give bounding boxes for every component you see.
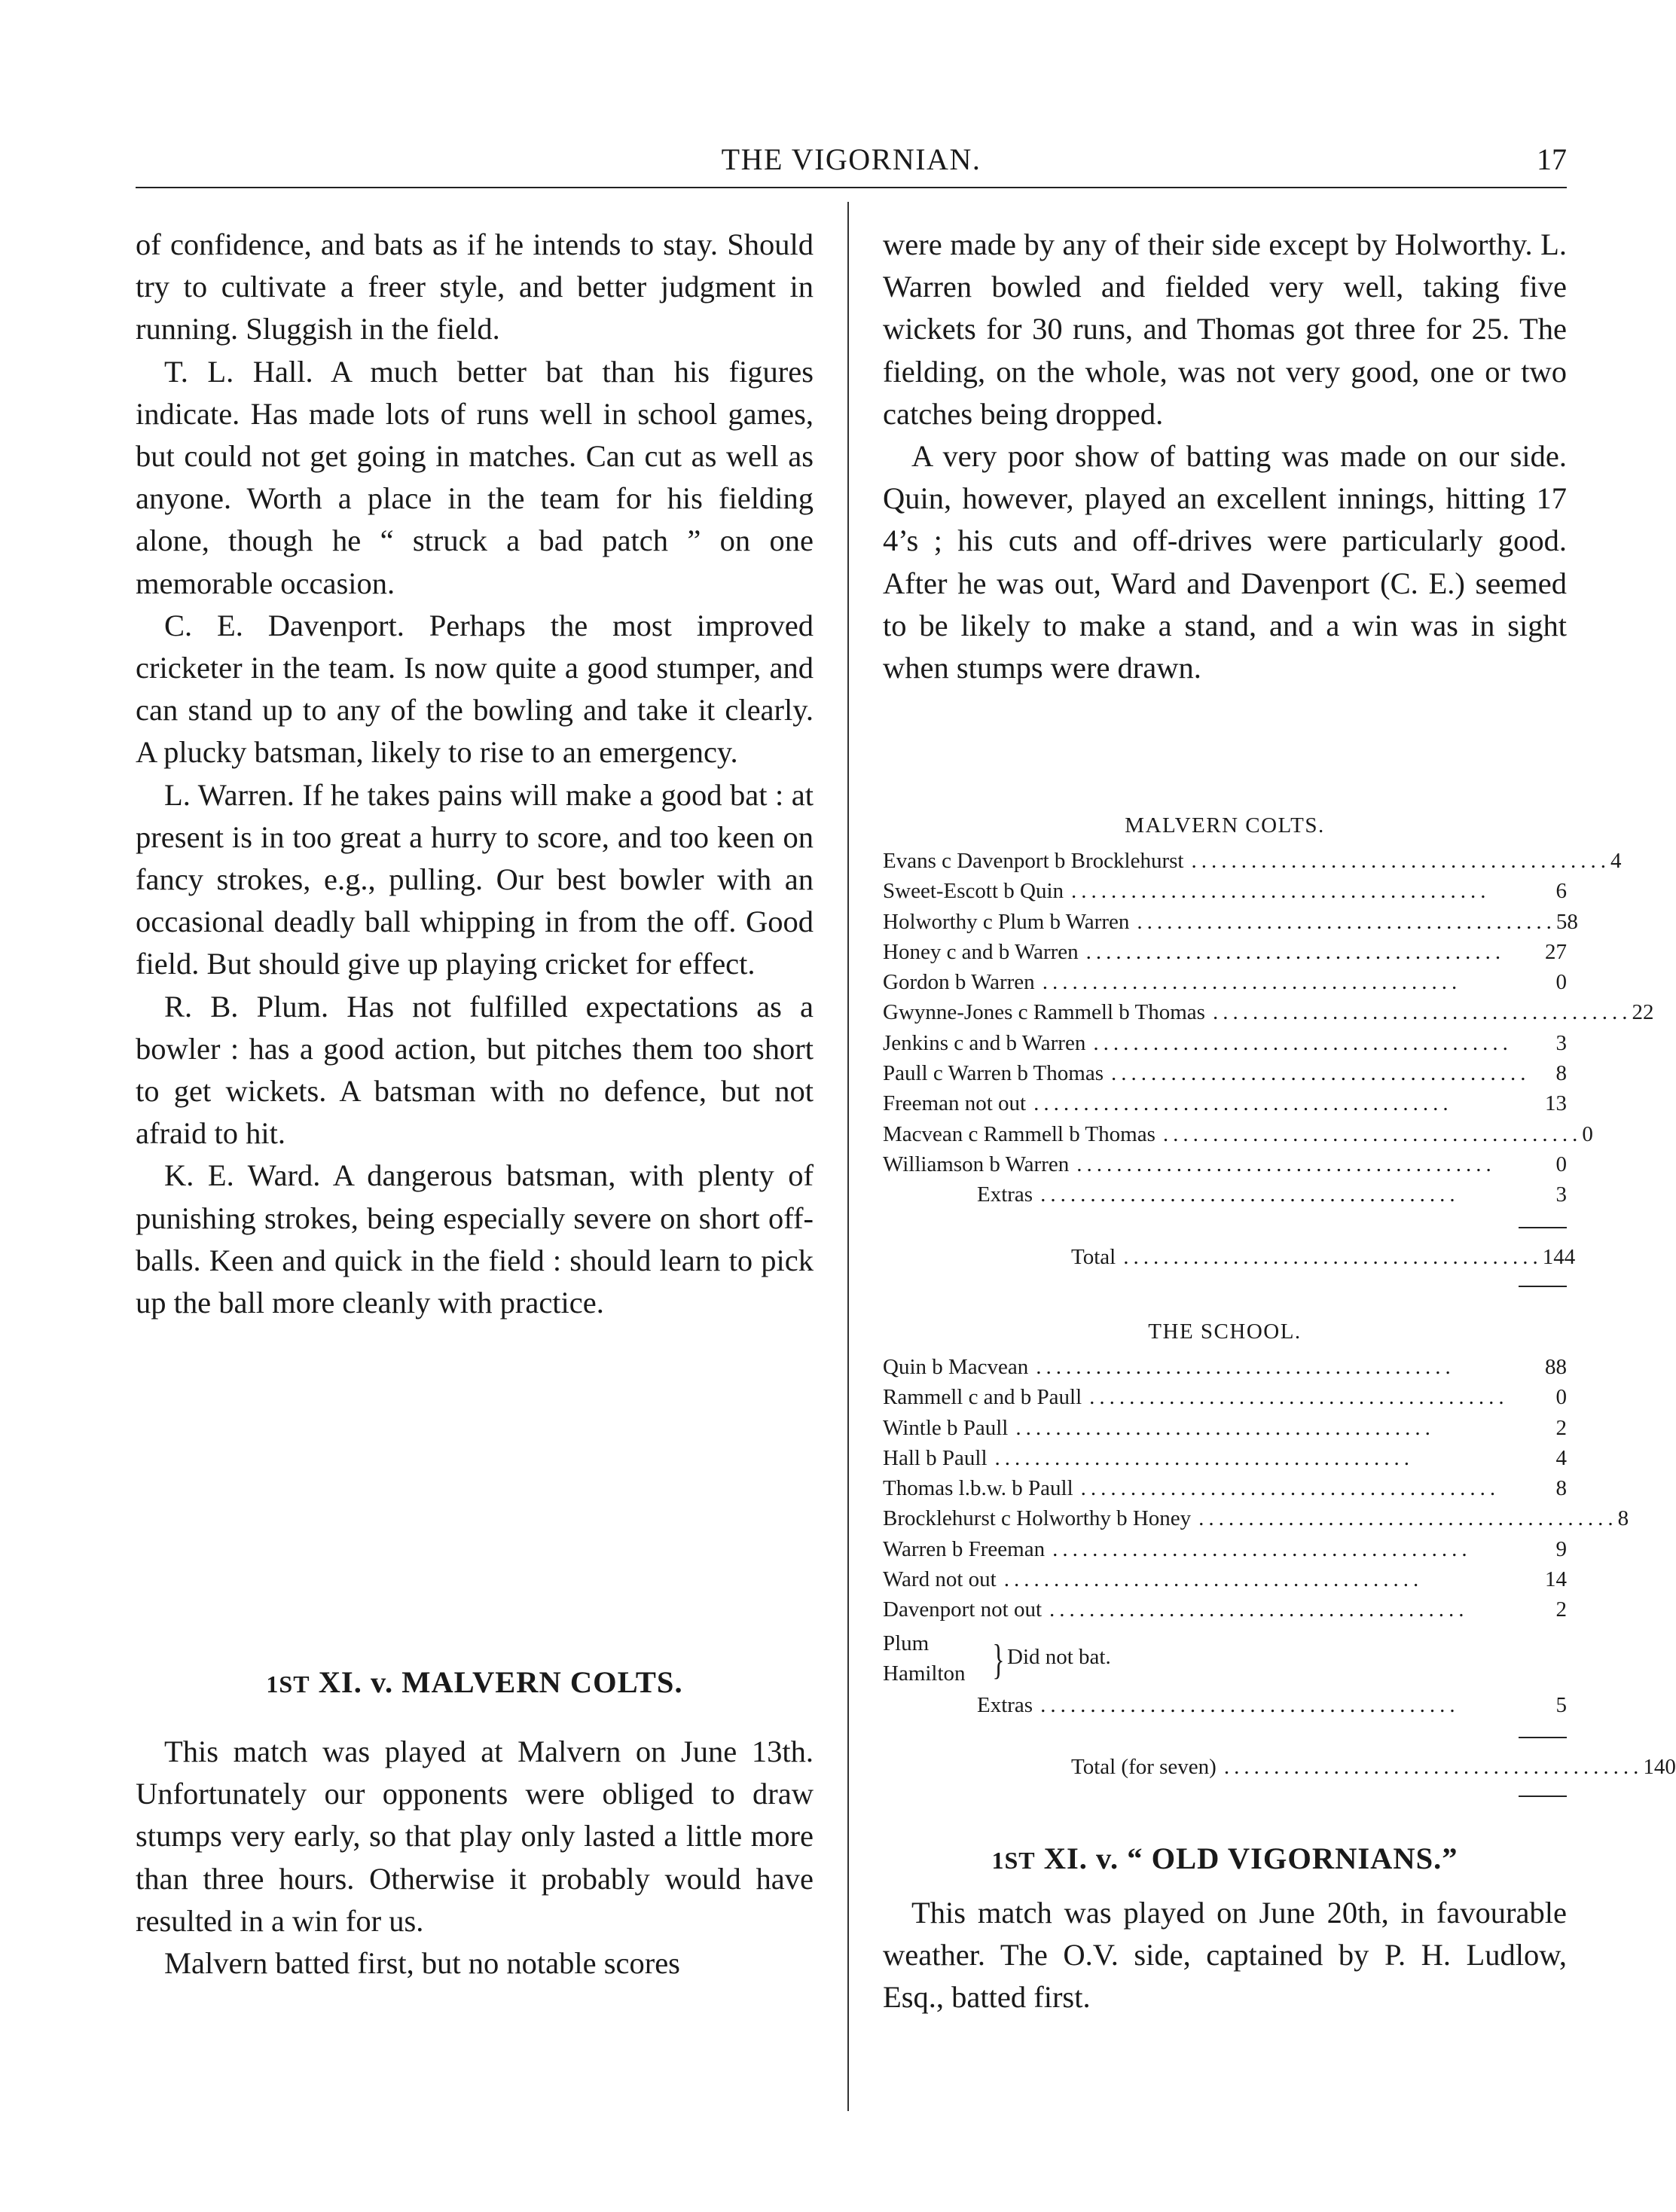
batsman-dismissal: Evans c Davenport b Brocklehurst (883, 849, 1184, 873)
paragraph: R. B. Plum. Has not fulfilled expectations as a bowler : has a good action, but pitches them too short to get wickets. A batsman with no defence, but not afraid to hit. (136, 989, 814, 1151)
batsman-dismissal: Gordon b Warren (883, 970, 1035, 995)
batsman-dismissal: Jenkins c and b Warren (883, 1030, 1086, 1055)
batsman-runs: 6 (1555, 879, 1567, 904)
batsman-runs: 14 (1545, 1567, 1567, 1592)
batsman-row: Sweet-Escott b Quin .......................................... 6 (883, 879, 1567, 904)
column-divider (847, 202, 849, 2111)
batsman-dismissal: Ward not out (883, 1567, 997, 1592)
total-row: Total .......................................... 144 (883, 1245, 1567, 1275)
scorecard-rows (883, 1355, 1629, 1723)
batsman-row: Paull c Warren b Thomas .......................................... 8 (883, 1061, 1567, 1086)
batsman-runs: 4 (1555, 1445, 1567, 1470)
batsman-row: Gordon b Warren .......................................... 0 (883, 970, 1567, 995)
batsman-dismissal: Hall b Paull (883, 1445, 988, 1470)
batsman-row: Wintle b Paull .......................................... 2 (883, 1415, 1567, 1440)
extras-label: Extras (977, 1692, 1033, 1717)
sum-rule (1519, 1737, 1567, 1738)
batsman-dismissal: Williamson b Warren (883, 1152, 1070, 1176)
brace-icon: } (992, 1636, 1005, 1683)
section-heading-old-vigornians (883, 1841, 1567, 1876)
heading-text: XI. v. MALVERN COLTS. (318, 1665, 683, 1699)
batsman-dismissal: Freeman not out (883, 1091, 1027, 1116)
paragraph: A very poor show of batting was made on our side. Quin, however, played an excellent innings, hitting 17 4’s ; his cuts and off-drives were particularly good. After he was out, Ward and Davenport (C. E.) seemed to be likely to make a stand, and a win was in sight when stumps were drawn. (883, 439, 1567, 685)
running-head (136, 142, 1567, 187)
old-vigornians-match-report (883, 1892, 1567, 2019)
did-not-bat-label: Did not bat. (1007, 1644, 1111, 1669)
batsman-dismissal: Paull c Warren b Thomas (883, 1061, 1104, 1086)
batsman-runs: 13 (1545, 1091, 1567, 1116)
paragraph: L. Warren. If he takes pains will make a good bat : at present is in too great a hurry to score, and too keen on fancy strokes, e.g., pulling. Our best bowler with an occasional deadly ball whipping in from the off. Good field. But should give up playing cricket for effect. (136, 777, 814, 981)
paragraph: were made by any of their side except by Holworthy. L. Warren bowled and fielded very well, taking five wickets for 30 runs, and Thomas got three for 25. The fielding, on the whole, was not very good, one or two catches being dropped. (883, 227, 1567, 431)
paragraph: This match was played on June 20th, in favourable weather. The O.V. side, captained by P. H. Ludlow, Esq., batted first. (883, 1896, 1567, 2015)
extras-row: Extras .......................................... 5 (883, 1693, 1567, 1723)
extras-runs: 3 (1555, 1182, 1567, 1207)
batsman-dismissal: Honey c and b Warren (883, 939, 1079, 964)
total-label: Total (1071, 1244, 1116, 1269)
batsman-runs: 0 (1582, 1121, 1593, 1146)
batsman-runs: 8 (1555, 1476, 1567, 1501)
batsman-dismissal: Holworthy c Plum b Warren (883, 909, 1130, 934)
batsman-runs: 0 (1555, 1385, 1567, 1410)
sum-rule (1519, 1227, 1567, 1228)
batsman-runs: 88 (1545, 1355, 1567, 1379)
batsman-row: Brocklehurst c Holworthy b Honey .......................................... 8 (883, 1506, 1629, 1531)
total-row: Total (for seven) .......................................... 140 (883, 1755, 1567, 1785)
batsman-runs: 8 (1617, 1506, 1629, 1531)
batsman-runs: 27 (1545, 939, 1567, 964)
batsman-runs: 0 (1555, 970, 1567, 995)
batsman-row: Thomas l.b.w. b Paull .......................................... 8 (883, 1476, 1567, 1501)
batsman-row: Rammell c and b Paull .......................................... 0 (883, 1385, 1567, 1410)
batsman-row: Jenkins c and b Warren .......................................... 3 (883, 1030, 1567, 1055)
batsman-dismissal: Wintle b Paull (883, 1415, 1009, 1440)
batsman-row: Holworthy c Plum b Warren .......................................... 58 (883, 909, 1578, 934)
batsman-row: Gwynne-Jones c Rammell b Thomas .......................................... 22 (883, 1000, 1654, 1025)
batsman-row: Freeman not out .......................................... 13 (883, 1091, 1567, 1116)
batsman-runs: 0 (1555, 1152, 1567, 1176)
paragraph: C. E. Davenport. Perhaps the most improved cricketer in the team. Is now quite a good stumper, and can stand up to any of the bowling and take it clearly. A plucky batsman, likely to rise to an emergency. (136, 608, 814, 770)
section-heading-malvern (136, 1664, 814, 1700)
batsman-runs: 2 (1555, 1415, 1567, 1440)
paragraph: This match was played at Malvern on June 13th. Unfortunately our opponents were obliged to draw stumps very early, so that play only lasted a little more than three hours. Otherwise it probably would have resulted in a win for us. (136, 1735, 814, 1938)
school-scorecard (883, 1320, 1676, 1785)
extras-label: Extras (977, 1182, 1033, 1207)
batsman-row: Quin b Macvean .......................................... 88 (883, 1355, 1567, 1379)
heading-ordinal: 1ST (991, 1847, 1036, 1874)
batsman-dismissal: Davenport not out (883, 1597, 1043, 1622)
paragraph: of confidence, and bats as if he intends to stay. Should try to cultivate a freer style, and better judgment in running. Sluggish in the field. (136, 227, 814, 346)
batsman-row: Macvean c Rammell b Thomas .......................................... 0 (883, 1121, 1593, 1146)
total-label: Total (for seven) (1071, 1754, 1217, 1779)
did-not-bat-name: Hamilton (883, 1661, 966, 1686)
journal-title: THE VIGORNIAN. (721, 142, 981, 176)
did-not-bat-names (883, 1628, 1567, 1689)
batsman-dismissal: Brocklehurst c Holworthy b Honey (883, 1506, 1192, 1531)
paragraph: K. E. Ward. A dangerous batsman, with plenty of punishing strokes, being especially severe on short off-balls. Keen and quick in the field : should learn to pick up the ball more cleanly with practice. (136, 1158, 814, 1320)
batsman-dismissal: Rammell c and b Paull (883, 1385, 1082, 1410)
batsman-dismissal: Macvean c Rammell b Thomas (883, 1121, 1155, 1146)
total-runs: 144 (1542, 1244, 1576, 1269)
header-rule (136, 187, 1567, 188)
batsman-dismissal: Thomas l.b.w. b Paull (883, 1476, 1073, 1501)
batsman-row: Warren b Freeman .......................................... 9 (883, 1536, 1567, 1561)
heading-ordinal: 1ST (266, 1670, 310, 1698)
batsman-row: Honey c and b Warren .......................................... 27 (883, 939, 1567, 964)
malvern-match-report (136, 1731, 814, 1985)
batsman-row: Hall b Paull .......................................... 4 (883, 1445, 1567, 1470)
heading-text: XI. v. “ OLD VIGORNIANS.” (1043, 1841, 1458, 1875)
batsman-dismissal: Warren b Freeman (883, 1536, 1046, 1561)
page-number: 17 (1537, 142, 1567, 176)
sum-rule (1519, 1286, 1567, 1287)
batsman-row: Ward not out .......................................... 14 (883, 1567, 1567, 1592)
extras-runs: 5 (1555, 1692, 1567, 1717)
scorecard-rows (883, 849, 1654, 1213)
batsman-runs: 8 (1555, 1061, 1567, 1086)
paragraph: T. L. Hall. A much better bat than his figures indicate. Has made lots of runs well in school games, but could not get going in matches. Can cut as well as anyone. Worth a place in the team for his fielding alone, though he “ struck a bad patch ” on one memorable occasion. (136, 354, 814, 600)
did-not-bat-row (883, 1628, 1567, 1693)
batsman-runs: 9 (1555, 1536, 1567, 1561)
batsman-runs: 2 (1555, 1597, 1567, 1622)
batsman-dismissal: Quin b Macvean (883, 1355, 1029, 1379)
batsman-row: Evans c Davenport b Brocklehurst .......................................... 4 (883, 849, 1622, 873)
batsman-row: Davenport not out .......................................... 2 (883, 1597, 1567, 1622)
batsman-runs: 58 (1555, 909, 1578, 934)
extras-row: Extras .......................................... 3 (883, 1182, 1567, 1213)
scorecard-title: THE SCHOOL. (1148, 1320, 1302, 1344)
batsman-runs: 3 (1555, 1030, 1567, 1055)
right-column (883, 224, 1567, 689)
did-not-bat-name: Plum (883, 1631, 930, 1655)
malvern-colts-scorecard (883, 813, 1654, 1275)
batsman-row: Williamson b Warren .......................................... 0 (883, 1152, 1567, 1176)
sum-rule (1519, 1796, 1567, 1797)
paragraph: Malvern batted first, but no notable scores (164, 1946, 680, 1981)
batsman-runs: 22 (1632, 1000, 1654, 1025)
batsman-dismissal: Gwynne-Jones c Rammell b Thomas (883, 1000, 1205, 1025)
total-runs: 140 (1643, 1754, 1676, 1779)
batsman-runs: 4 (1610, 849, 1622, 873)
batsman-dismissal: Sweet-Escott b Quin (883, 879, 1064, 904)
scorecard-title: MALVERN COLTS. (1125, 813, 1325, 838)
left-column (136, 224, 814, 1324)
